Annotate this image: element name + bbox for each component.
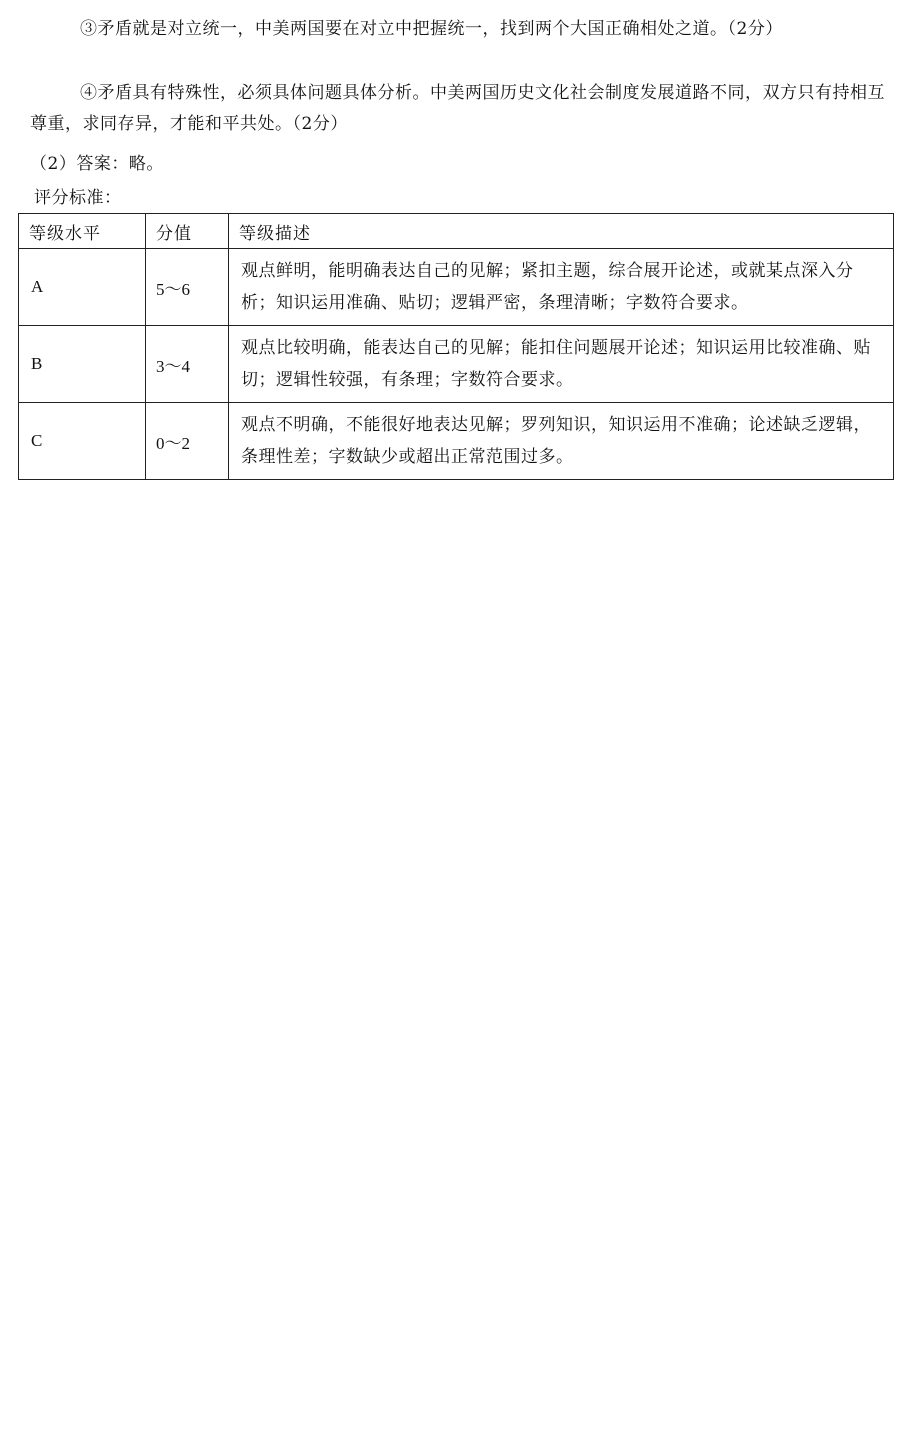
- score-cell: 5～6: [146, 249, 229, 326]
- table-row: [19, 326, 894, 403]
- level-cell: A: [19, 249, 146, 326]
- grading-table: [18, 213, 894, 480]
- description-cell: 观点比较明确，能表达自己的见解；能扣住问题展开论述；知识运用比较准确、贴切；逻辑性较强，有条理；字数符合要求。: [229, 326, 894, 403]
- score-cell: 0～2: [146, 403, 229, 480]
- criteria-label: 评分标准：: [34, 188, 122, 208]
- paragraph-point-3: [30, 14, 886, 45]
- description-cell: 观点鲜明，能明确表达自己的见解；紧扣主题，综合展开论述，或就某点深入分析；知识运用准确、贴切；逻辑严密，条理清晰；字数符合要求。: [229, 249, 894, 326]
- paragraph-text: ④矛盾具有特殊性，必须具体问题具体分析。中美两国历史文化社会制度发展道路不同，双方只有持相互尊重，求同存异，才能和平共处。（2分）: [30, 83, 885, 134]
- table-header-row: [19, 214, 894, 249]
- description-cell: 观点不明确，不能很好地表达见解；罗列知识，知识运用不准确；论述缺乏逻辑，条理性差；字数缺少或超出正常范围过多。: [229, 403, 894, 480]
- level-cell: C: [19, 403, 146, 480]
- header-description: 等级描述: [229, 214, 894, 249]
- table-row: [19, 249, 894, 326]
- header-level: 等级水平: [19, 214, 146, 249]
- header-score: 分值: [146, 214, 229, 249]
- level-cell: B: [19, 326, 146, 403]
- table-row: [19, 403, 894, 480]
- score-cell: 3～4: [146, 326, 229, 403]
- answer-2-line: （2）答案：略。: [30, 154, 164, 174]
- paragraph-point-4: [30, 78, 886, 140]
- paragraph-text: ③矛盾就是对立统一，中美两国要在对立中把握统一，找到两个大国正确相处之道。（2分）: [80, 19, 783, 39]
